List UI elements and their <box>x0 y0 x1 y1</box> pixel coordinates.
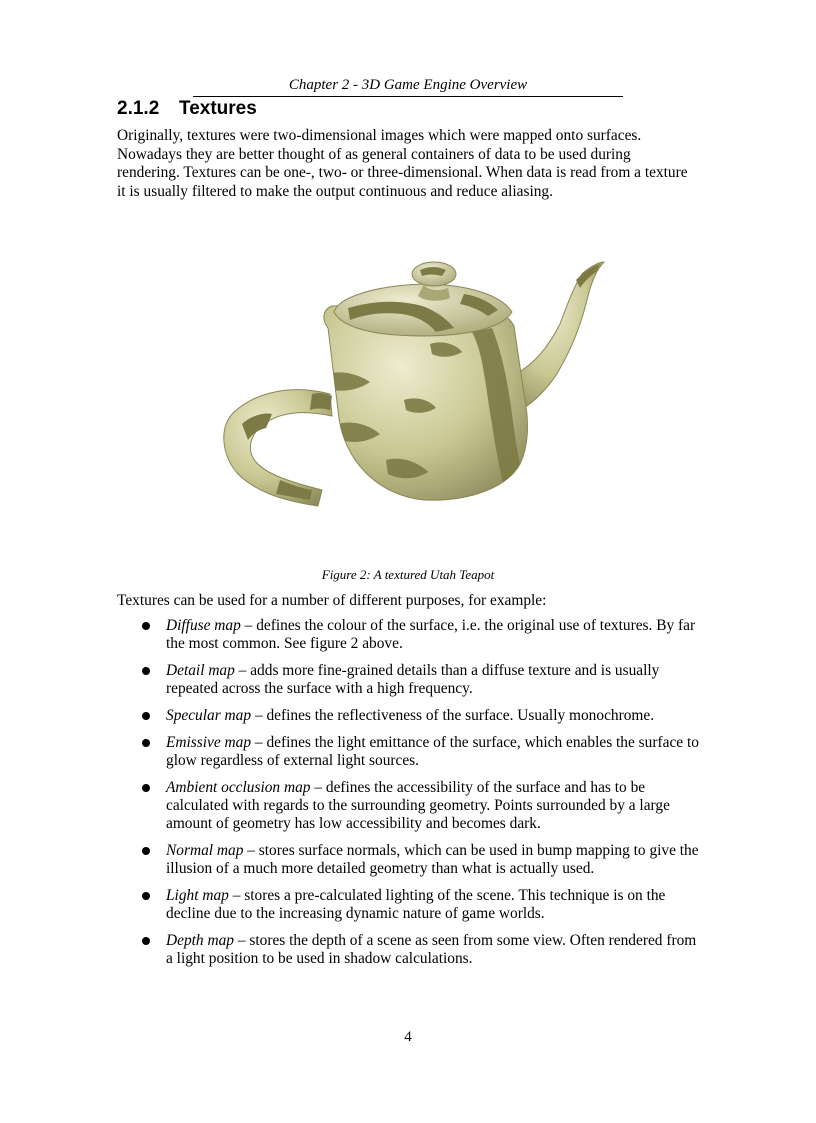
list-intro: Textures can be used for a number of different purposes, for example: <box>117 592 547 609</box>
list-item-text: – adds more fine-grained details than a diffuse texture and is usually repeated across the surface with a high frequency. <box>166 662 660 698</box>
bullet-icon <box>142 847 150 855</box>
bullet-icon <box>142 784 150 792</box>
list-item-text: – stores a pre-calculated lighting of the scene. This technique is on the decline due to the increasing dynamic nature of game worlds. <box>166 887 666 923</box>
list-item <box>0 932 700 969</box>
list-item-text: – stores the depth of a scene as seen from some view. Often rendered from a light position to be used in shadow calculations. <box>166 932 697 968</box>
texture-uses-list <box>0 617 816 977</box>
list-item-text: – defines the colour of the surface, i.e. the original use of textures. By far the most common. See figure 2 above. <box>166 617 696 653</box>
intro-paragraph: Originally, textures were two-dimensional images which were mapped onto surfaces. Nowadays they are better thought of as general containers of data to be used during rendering. Textures can be one-, two- or three-dimensional. When data is read from a texture it is usually filtered to make the output continuous and reduce aliasing. <box>117 127 688 200</box>
page-number: 4 <box>404 1029 412 1045</box>
section-title: Textures <box>179 98 257 119</box>
teapot-spout <box>516 262 604 408</box>
list-item-term: Ambient occlusion map <box>166 778 311 796</box>
list-item <box>0 734 700 771</box>
teapot-figure <box>172 224 644 564</box>
list-item-term: Detail map <box>166 662 235 679</box>
section-heading <box>117 97 257 121</box>
bullet-icon <box>142 622 150 630</box>
bullet-icon <box>142 937 150 945</box>
running-header: Chapter 2 - 3D Game Engine Overview <box>193 76 623 97</box>
bullet-icon <box>142 739 150 747</box>
list-item-text: – defines the accessibility of the surface and has to be calculated with regards to the surrounding geometry. Points surrounded by a large amount of geometry has low accessibility and becomes dark. <box>166 778 670 833</box>
figure-caption: Figure 2: A textured Utah Teapot <box>321 567 495 582</box>
list-item <box>0 662 700 699</box>
bullet-icon <box>142 667 150 675</box>
list-item-text: – defines the light emittance of the surface, which enables the surface to glow regardless of external light sources. <box>166 733 699 769</box>
list-item-term: Specular map <box>166 707 252 724</box>
list-item <box>0 887 700 924</box>
teapot-illustration <box>172 224 644 564</box>
list-item-term: Light map <box>166 887 229 904</box>
list-item-term: Diffuse map <box>166 617 241 634</box>
list-item-text: – stores surface normals, which can be used in bump mapping to give the illusion of a much more detailed geometry than what is actually used. <box>166 842 699 878</box>
section-number: 2.1.2 <box>117 98 160 119</box>
list-item-term: Emissive map <box>166 733 252 751</box>
bullet-icon <box>142 892 150 900</box>
list-item <box>0 779 700 834</box>
bullet-icon <box>142 712 150 720</box>
list-item <box>0 842 700 879</box>
list-item-term: Normal map <box>166 842 244 859</box>
list-item <box>0 707 700 725</box>
list-item <box>0 617 700 654</box>
list-item-text: – defines the reflectiveness of the surface. Usually monochrome. <box>251 707 655 724</box>
list-item-term: Depth map <box>166 932 234 949</box>
